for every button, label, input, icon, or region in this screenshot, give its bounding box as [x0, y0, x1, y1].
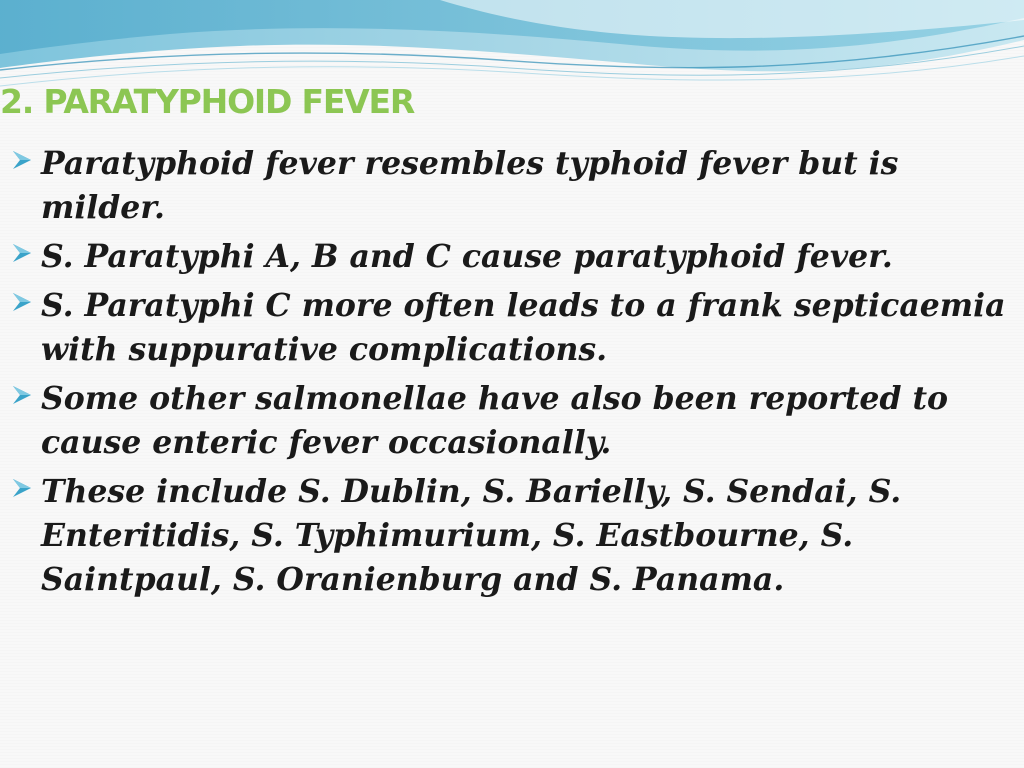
bullet-text: Paratyphoid fever resembles typhoid fever but is milder. — [41, 145, 899, 226]
bullet-text: Some other salmonellae have also been reported to cause enteric fever occasionally. — [41, 380, 949, 461]
bullet-item — [0, 284, 1010, 372]
bullet-item — [0, 377, 1010, 465]
bullet-item — [0, 142, 1010, 230]
chevron-right-arrow-icon — [10, 383, 34, 407]
bullet-item — [0, 470, 1010, 602]
bullet-item — [0, 235, 1010, 279]
bullet-text: S. Paratyphi C more often leads to a frank septicaemia with suppurative complications. — [41, 287, 1006, 368]
chevron-right-arrow-icon — [10, 476, 34, 500]
bullet-list — [0, 142, 1010, 607]
slide-title: 2. PARATYPHOID FEVER — [0, 82, 415, 121]
bullet-text: These include S. Dublin, S. Barielly, S. Sendai, S. Enteritidis, S. Typhimurium, S. Eastbourne, S. Saintpaul, S. Oranienburg and S. Panama. — [41, 473, 902, 598]
chevron-right-arrow-icon — [10, 148, 34, 172]
chevron-right-arrow-icon — [10, 290, 34, 314]
bullet-text: S. Paratyphi A, B and C cause paratyphoid fever. — [41, 238, 893, 275]
chevron-right-arrow-icon — [10, 241, 34, 265]
